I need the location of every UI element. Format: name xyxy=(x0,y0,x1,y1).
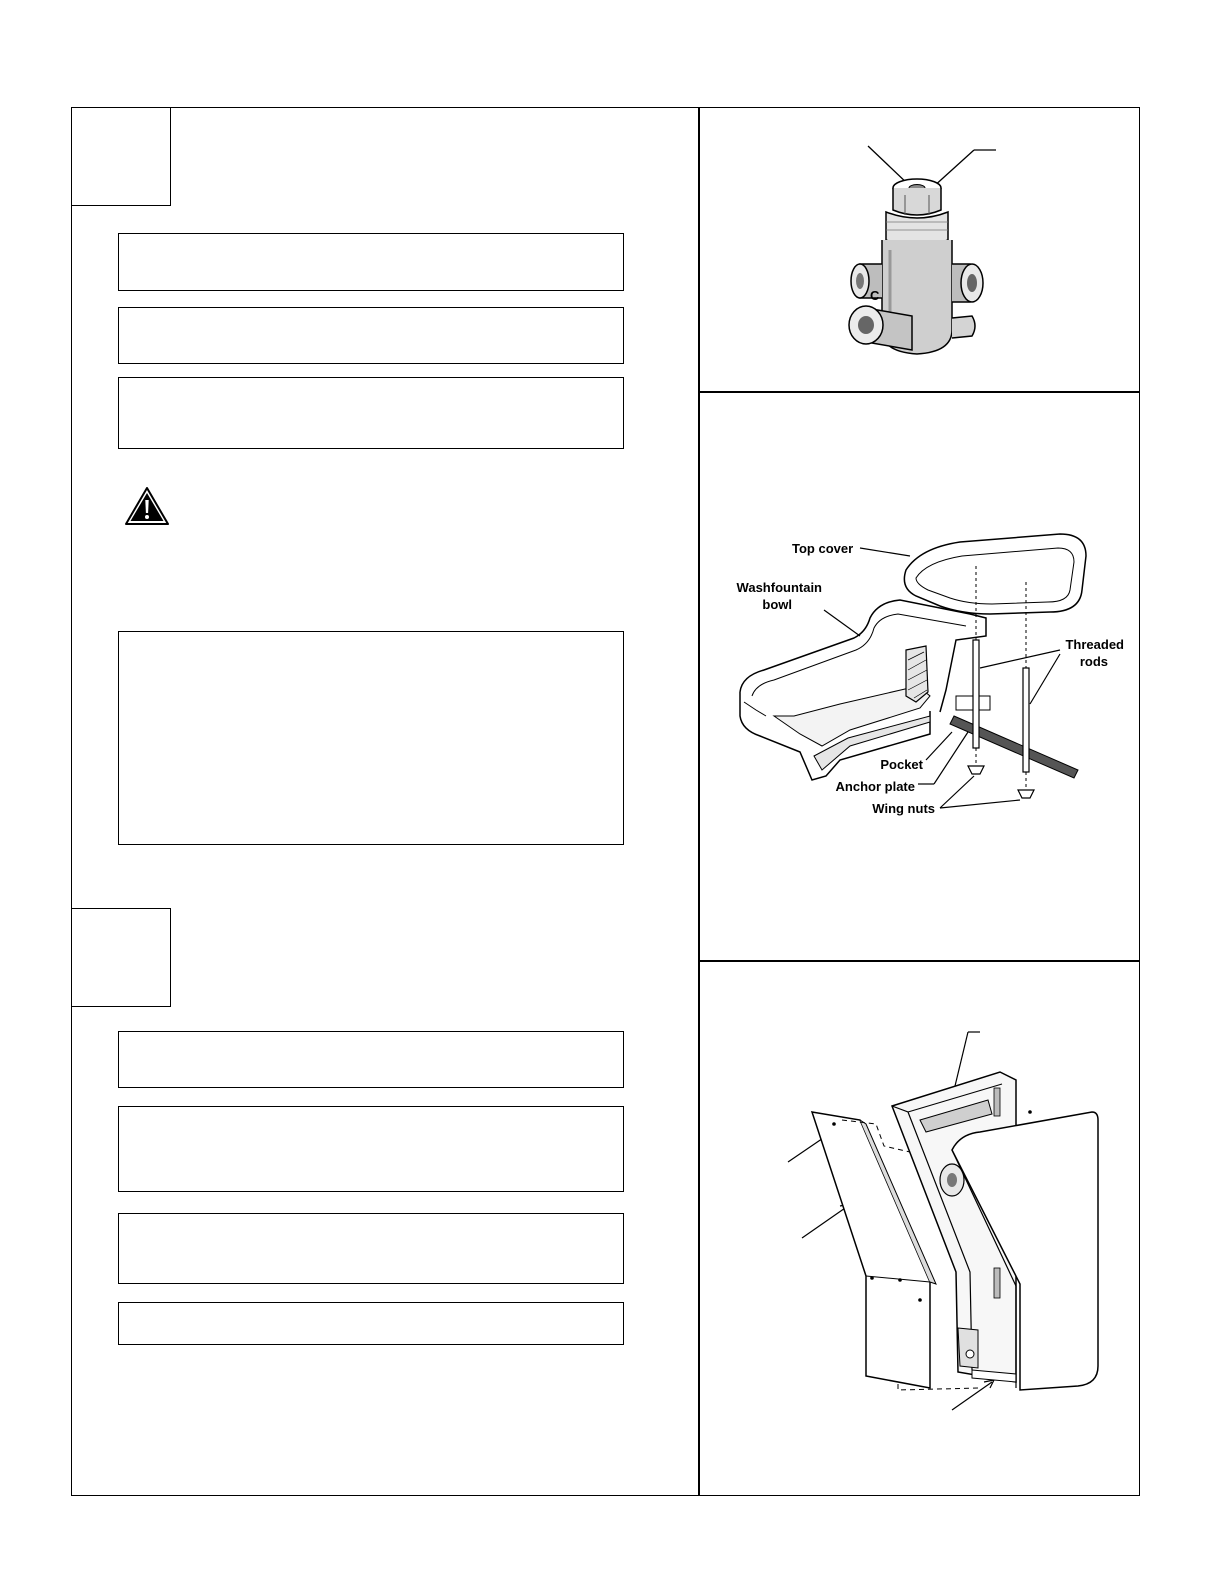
label-washfountain-bowl-1: Washfountain xyxy=(736,580,822,595)
step-number-box-1 xyxy=(71,107,171,206)
step-number-box-2 xyxy=(71,908,171,1007)
washfountain-illustration xyxy=(730,520,1130,830)
label-threaded-rods-1: Threaded xyxy=(1065,637,1124,652)
column-divider xyxy=(698,107,700,1496)
instruction-box-2c xyxy=(118,1213,624,1284)
label-threaded-rods-2: rods xyxy=(1079,654,1108,669)
instruction-box-2b xyxy=(118,1106,624,1192)
instruction-box-1d xyxy=(118,631,624,845)
instruction-box-1b xyxy=(118,307,624,364)
label-washfountain-bowl-2: bowl xyxy=(762,597,792,612)
instruction-box-1c xyxy=(118,377,624,449)
instruction-box-2d xyxy=(118,1302,624,1345)
label-wing-nuts: Wing nuts xyxy=(872,801,935,816)
cabinet-panel-illustration xyxy=(780,1028,1110,1418)
instruction-box-1a xyxy=(118,233,624,291)
label-pocket: Pocket xyxy=(880,757,923,772)
warning-triangle-icon xyxy=(124,486,170,526)
figure-divider-2 xyxy=(698,960,1140,962)
valve-illustration xyxy=(820,140,1020,360)
label-anchor-plate: Anchor plate xyxy=(835,779,915,794)
figure-divider-1 xyxy=(698,391,1140,393)
svg-text:C: C xyxy=(870,288,880,303)
instruction-box-2a xyxy=(118,1031,624,1088)
label-top-cover: Top cover xyxy=(792,541,854,556)
